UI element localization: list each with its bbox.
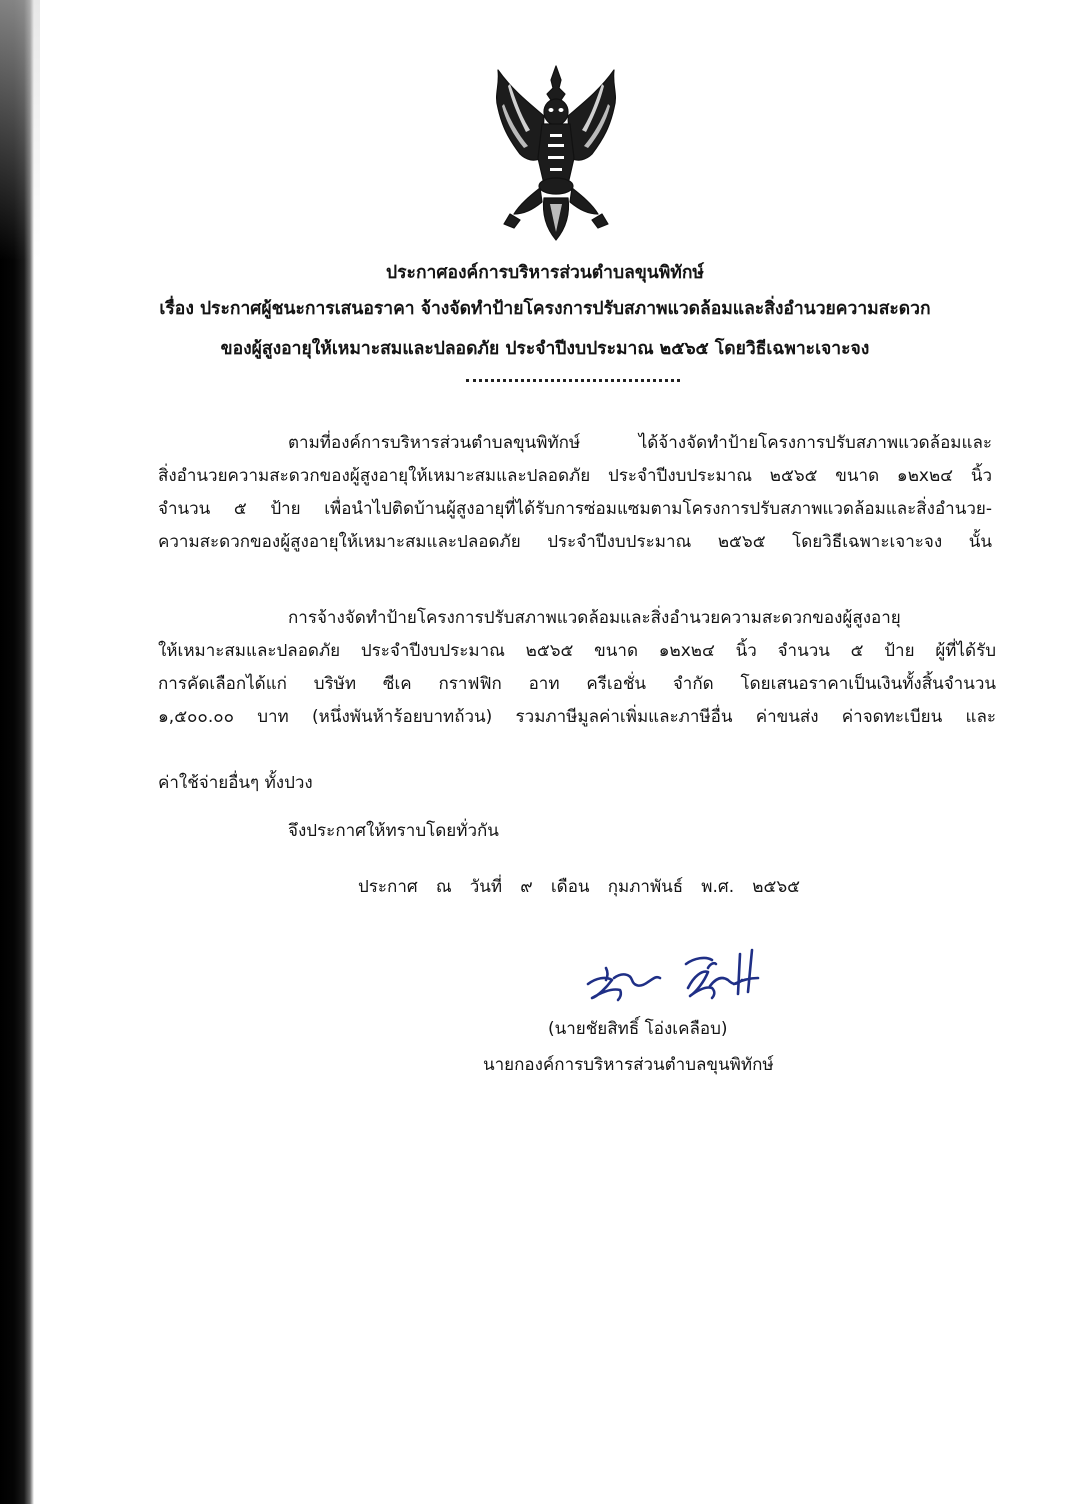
paragraph-2-line-3: การคัดเลือกได้แก่ บริษัท ซีเค กราฟฟิก อาท ครีเอชั่น จำกัด โดยเสนอราคาเป็นเงินทั้งสิ้นจำนวน bbox=[158, 674, 996, 694]
closing-statement: จึงประกาศให้ทราบโดยทั่วกัน bbox=[288, 821, 499, 841]
paragraph-2-line-2: ให้เหมาะสมและปลอดภัย ประจำปีงบประมาณ ๒๕๖๕ ขนาด ๑๒x๒๔ นิ้ว จำนวน ๕ ป้าย ผู้ที่ได้รับ bbox=[158, 641, 996, 661]
paragraph-1-line-4: ความสะดวกของผู้สูงอายุให้เหมาะสมและปลอดภัย ประจำปีงบประมาณ ๒๕๖๕ โดยวิธีเฉพาะเจาะจง นั้น bbox=[158, 532, 992, 552]
paragraph-1-line-3: จำนวน ๕ ป้าย เพื่อนำไปติดบ้านผู้สูงอายุที่ได้รับการซ่อมแซมตามโครงการปรับสภาพแวดล้อมและสิ่งอำนวย- bbox=[158, 499, 992, 519]
title-dotted-divider bbox=[466, 379, 680, 382]
paragraph-1-line-1: ตามที่องค์การบริหารส่วนตำบลขุนพิทักษ์ ได้จ้างจัดทำป้ายโครงการปรับสภาพแวดล้อมและ bbox=[288, 433, 992, 453]
announcement-date: ประกาศ ณ วันที่ ๙ เดือน กุมภาพันธ์ พ.ศ. ๒๕๖๕ bbox=[358, 877, 800, 897]
paragraph-1-line-2: สิ่งอำนวยความสะดวกของผู้สูงอายุให้เหมาะสมและปลอดภัย ประจำปีงบประมาณ ๒๕๖๕ ขนาด ๑๒x๒๔ นิ้ว bbox=[158, 466, 992, 486]
announcement-subject-line-2: ของผู้สูงอายุให้เหมาะสมและปลอดภัย ประจำปีงบประมาณ ๒๕๖๕ โดยวิธีเฉพาะเจาะจง bbox=[220, 339, 870, 359]
signatory-name: (นายชัยสิทธิ์ โอ่งเคลือบ) bbox=[548, 1019, 728, 1039]
paragraph-2-line-1: การจ้างจัดทำป้ายโครงการปรับสภาพแวดล้อมและสิ่งอำนวยความสะดวกของผู้สูงอายุ bbox=[288, 608, 901, 628]
announcement-subject-line-1: เรื่อง ประกาศผู้ชนะการเสนอราคา จ้างจัดทำป้ายโครงการปรับสภาพแวดล้อมและสิ่งอำนวยความสะดวก bbox=[159, 299, 931, 319]
handwritten-signature-icon bbox=[582, 948, 772, 1006]
paragraph-2-line-5: ค่าใช้จ่ายอื่นๆ ทั้งปวง bbox=[158, 773, 313, 793]
paragraph-2-line-4: ๑,๕๐๐.๐๐ บาท (หนึ่งพันห้าร้อยบาทถ้วน) รวมภาษีมูลค่าเพิ่มและภาษีอื่น ค่าขนส่ง ค่าจดทะเบียน และ bbox=[158, 707, 996, 727]
scan-top-shade bbox=[0, 0, 40, 300]
garuda-emblem-icon bbox=[490, 64, 622, 242]
announcement-title: ประกาศองค์การบริหารส่วนตำบลขุนพิทักษ์ bbox=[386, 263, 704, 283]
signatory-position: นายกองค์การบริหารส่วนตำบลขุนพิทักษ์ bbox=[483, 1055, 774, 1075]
